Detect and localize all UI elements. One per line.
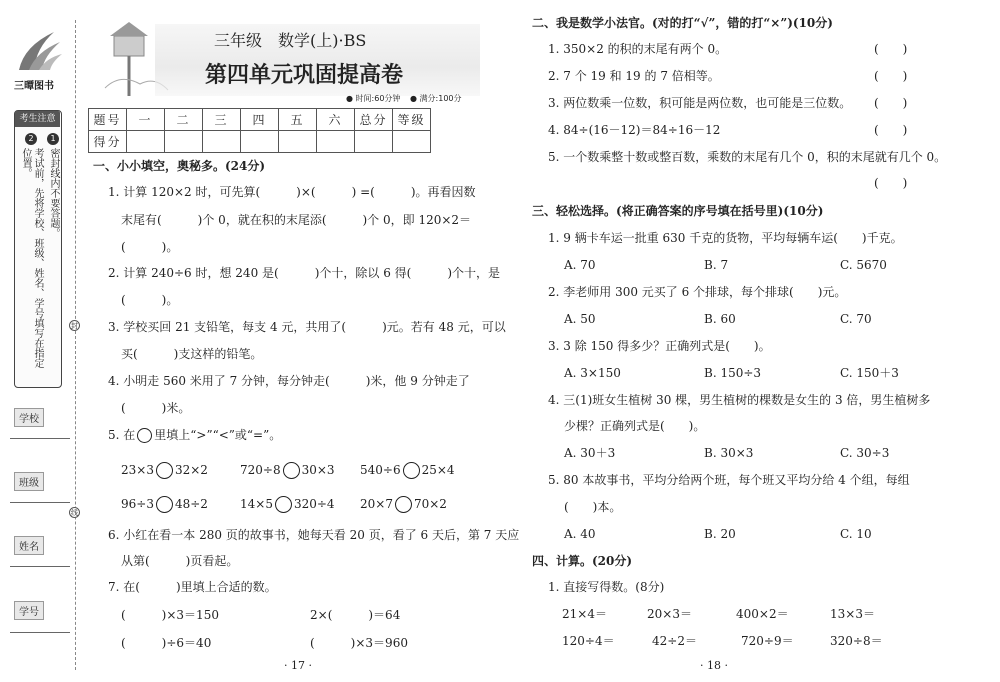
compare-circle[interactable]	[403, 462, 420, 479]
section4-heading: 四、计算。(20分)	[532, 554, 633, 568]
grade-subtitle: 三年级 数学(上)·BS	[214, 31, 367, 50]
table-cell: 得分	[89, 131, 127, 153]
calc-item: 21×4＝	[562, 607, 607, 621]
compare-item: 540÷6 25×4	[360, 463, 455, 477]
compare-circle[interactable]	[275, 496, 292, 513]
judge-item-1: 1. 350×2 的积的末尾有两个 0。	[548, 42, 728, 56]
fill-equation: ( )×3＝960	[310, 636, 408, 650]
compare-circle[interactable]	[156, 462, 173, 479]
score-cell[interactable]	[393, 131, 431, 153]
section3-heading: 三、轻松选择。(将正确答案的序号填在括号里)(10分)	[532, 204, 824, 218]
notice-title: 考生注意	[15, 111, 60, 127]
table-cell: 一	[127, 109, 165, 131]
q6-line2: 从第( )页看起。	[121, 554, 239, 568]
compare-circle[interactable]	[395, 496, 412, 513]
judge-item-3: 3. 两位数乘一位数，积可能是两位数，也可能是三位数。	[548, 96, 852, 110]
choice-q5-line2: ( )本。	[564, 500, 622, 514]
score-table-score-row	[89, 131, 431, 153]
table-cell: 四	[241, 109, 279, 131]
table-cell: 总分	[355, 109, 393, 131]
choice-option[interactable]: A. 3×150	[564, 366, 621, 380]
school-label: 学校	[14, 408, 44, 427]
score-cell[interactable]	[355, 131, 393, 153]
judge-answer-4[interactable]: ( )	[874, 123, 908, 137]
score-cell[interactable]	[317, 131, 355, 153]
choice-q2: 2. 李老师用 300 元买了 6 个排球，每个排球( )元。	[548, 285, 847, 299]
choice-option[interactable]: B. 150÷3	[704, 366, 762, 380]
q2-line1: 2. 计算 240÷6 时，想 240 是( )个十，除以 6 得( )个十，是	[108, 266, 501, 280]
compare-item: 96÷3 48÷2	[121, 497, 208, 511]
table-cell: 等级	[393, 109, 431, 131]
judge-item-2: 2. 7 个 19 和 19 的 7 倍相等。	[548, 69, 720, 83]
notice-num-icon: 2	[25, 133, 37, 145]
page-number-right: · 18 ·	[700, 659, 728, 672]
judge-answer-1[interactable]: ( )	[874, 42, 908, 56]
student-id-field[interactable]	[10, 632, 70, 633]
seal-line	[75, 20, 76, 670]
section2-heading: 二、我是数学小法官。(对的打“√”，错的打“×”)(10分)	[532, 16, 833, 30]
compare-circle[interactable]	[156, 496, 173, 513]
choice-q5-line1: 5. 80 本故事书，平均分给两个班，每个班又平均分给 4 个组，每组	[548, 473, 910, 487]
choice-option[interactable]: C. 10	[840, 527, 872, 541]
choice-q3: 3. 3 除 150 得多少？正确列式是( )。	[548, 339, 771, 353]
choice-option[interactable]: B. 7	[704, 258, 729, 272]
notice-num-icon: 1	[47, 133, 59, 145]
choice-option[interactable]: C. 70	[840, 312, 872, 326]
full-score: ● 满分:100分	[410, 94, 462, 103]
q3-line1: 3. 学校买回 21 支铅笔，每支 4 元，共用了( )元。若有 48 元，可以	[108, 320, 506, 334]
score-table	[88, 108, 431, 153]
class-field[interactable]	[10, 502, 70, 503]
q6-line1: 6. 小红在看一本 280 页的故事书，她每天看 20 页，看了 6 天后，第 7 天应	[108, 528, 520, 542]
choice-option[interactable]: C. 30÷3	[840, 446, 890, 460]
fill-equation: ( )÷6＝40	[121, 636, 212, 650]
score-cell[interactable]	[165, 131, 203, 153]
notice-item-2: 考试前，先将学校、班级、姓名、学号填写在指定位置。	[20, 148, 43, 368]
choice-option[interactable]: A. 70	[564, 258, 596, 272]
choice-q4-line1: 4. 三(1)班女生植树 30 棵，男生植树的棵数是女生的 3 倍，男生植树多	[548, 393, 931, 407]
fill-equation: 2×( )＝64	[310, 608, 401, 622]
score-cell[interactable]	[127, 131, 165, 153]
table-cell: 三	[203, 109, 241, 131]
student-id-label: 学号	[14, 601, 44, 620]
school-field[interactable]	[10, 438, 70, 439]
choice-option[interactable]: B. 60	[704, 312, 736, 326]
compare-item: 720÷8 30×3	[240, 463, 335, 477]
calc-item: 320÷8＝	[830, 634, 883, 648]
q3-line2: 买( )支这样的铅笔。	[121, 347, 263, 361]
page-number-left: · 17 ·	[284, 659, 312, 672]
choice-option[interactable]: C. 150＋3	[840, 366, 899, 380]
choice-option[interactable]: A. 40	[564, 527, 596, 541]
choice-option[interactable]: A. 50	[564, 312, 596, 326]
notice-item-1: 密封线内不要答题。	[48, 148, 59, 238]
calc-item: 400×2＝	[736, 607, 789, 621]
judge-item-4: 4. 84÷(16－12)＝84÷16－12	[548, 123, 721, 137]
q2-line2: ( )。	[121, 293, 179, 307]
section1-heading: 一、小小填空，奥秘多。(24分)	[93, 159, 266, 173]
calc-subheading: 1. 直接写得数。(8分)	[548, 580, 665, 594]
binding-margin	[0, 0, 78, 682]
score-cell[interactable]	[279, 131, 317, 153]
compare-item: 20×7 70×2	[360, 497, 447, 511]
choice-q4-line2: 少棵？正确列式是( )。	[564, 419, 706, 433]
q4-line2: ( )米。	[121, 401, 191, 415]
time-limit: ● 时间:60分钟	[346, 94, 401, 103]
q1-line3: ( )。	[121, 240, 179, 254]
q7-heading: 7. 在( )里填上合适的数。	[108, 580, 277, 594]
compare-item: 23×3 32×2	[121, 463, 208, 477]
choice-option[interactable]: A. 30＋3	[564, 446, 616, 460]
judge-answer-5[interactable]: ( )	[874, 176, 908, 190]
choice-option[interactable]: C. 5670	[840, 258, 887, 272]
score-cell[interactable]	[241, 131, 279, 153]
compare-circle[interactable]	[283, 462, 300, 479]
judge-answer-3[interactable]: ( )	[874, 96, 908, 110]
class-label: 班级	[14, 472, 44, 491]
choice-option[interactable]: B. 30×3	[704, 446, 754, 460]
q4-line1: 4. 小明走 560 米用了 7 分钟，每分钟走( )米，他 9 分钟走了	[108, 374, 470, 388]
choice-option[interactable]: B. 20	[704, 527, 736, 541]
choice-q1: 1. 9 辆卡车运一批重 630 千克的货物，平均每辆车运( )千克。	[548, 231, 903, 245]
line-mark: 线	[71, 509, 78, 517]
fill-equation: ( )×3＝150	[121, 608, 219, 622]
exam-title: 第四单元巩固提高卷	[205, 62, 404, 88]
calc-item: 13×3＝	[830, 607, 875, 621]
score-table-header-row	[89, 109, 431, 131]
table-cell: 六	[317, 109, 355, 131]
calc-item: 20×3＝	[647, 607, 692, 621]
name-label: 姓名	[14, 536, 44, 555]
q1-line1: 1. 计算 120×2 时，可先算( )×( ) =( )。再看因数	[108, 185, 476, 199]
table-cell: 五	[279, 109, 317, 131]
name-field[interactable]	[10, 566, 70, 567]
q1-line2: 末尾有( )个 0，就在积的末尾添( )个 0，即 120×2＝	[121, 213, 472, 227]
judge-answer-2[interactable]: ( )	[874, 69, 908, 83]
exam-notice-box	[14, 110, 62, 388]
publisher-logo-text: 三曋图书	[14, 81, 54, 92]
table-cell: 二	[165, 109, 203, 131]
seal-mark: 封	[71, 322, 78, 330]
score-cell[interactable]	[203, 131, 241, 153]
compare-item: 14×5 320÷4	[240, 497, 335, 511]
calc-item: 720÷9＝	[741, 634, 794, 648]
judge-item-5: 5. 一个数乘整十数或整百数，乘数的末尾有几个 0，积的末尾就有几个 0。	[548, 150, 947, 164]
q5-heading: 5. 在 里填上“>”“<”或“=”。	[108, 428, 282, 442]
publisher-logo-icon	[14, 26, 64, 76]
compare-circle-icon	[137, 428, 152, 443]
calc-item: 120÷4＝	[562, 634, 615, 648]
calc-item: 42÷2＝	[652, 634, 697, 648]
table-cell: 题号	[89, 109, 127, 131]
